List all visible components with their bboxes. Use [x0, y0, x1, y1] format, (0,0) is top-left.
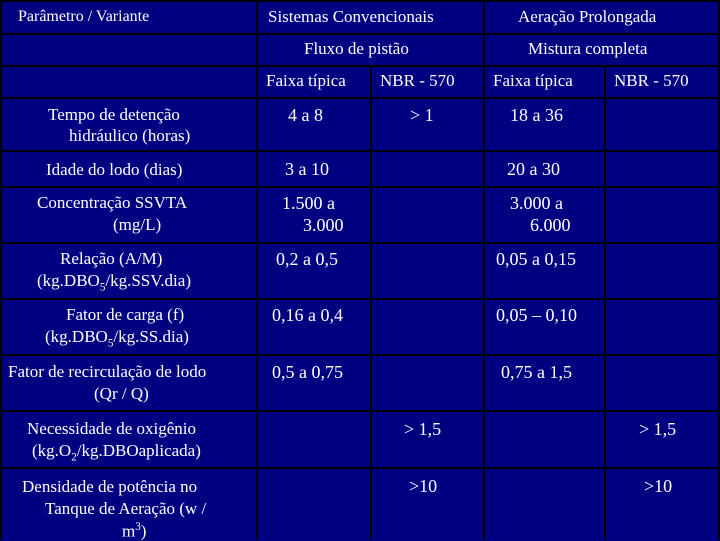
- row-param-label: (Qr / Q): [94, 384, 149, 403]
- row-param-label: Concentração SSVTA: [37, 193, 188, 212]
- header-faixa-tipica: Faixa típica: [493, 71, 573, 90]
- cell-value: 3.000 a: [510, 193, 563, 213]
- header-nbr-570: NBR - 570: [614, 71, 689, 90]
- row-param-label: $(kg.O_2/kg.DBOaplicada)$: [32, 441, 201, 464]
- cell-value: > 1,5: [404, 419, 442, 439]
- row-param-label: $(kg.DBO_5/kg.SSV.dia)$: [37, 271, 191, 294]
- cell-value: > 1: [410, 105, 434, 125]
- grid-line: [0, 33, 720, 35]
- grid-line: [0, 150, 720, 152]
- grid-line: [604, 65, 606, 540]
- row-param-label: Tanque de Aeração (w /: [45, 499, 207, 518]
- cell-value: >10: [644, 476, 673, 496]
- grid-line: [0, 186, 720, 188]
- grid-line: [0, 65, 720, 67]
- header-mistura-completa: Mistura completa: [528, 39, 648, 58]
- row-param-label: Necessidade de oxigênio: [27, 419, 196, 438]
- header-param-variant: Parâmetro / Variante: [18, 8, 150, 25]
- header-nbr-570: NBR - 570: [380, 71, 455, 90]
- cell-value: 4 a 8: [288, 105, 323, 125]
- grid-line: [483, 0, 485, 540]
- grid-line: [0, 354, 720, 356]
- grid-line: [0, 97, 720, 99]
- grid-line: [0, 298, 720, 300]
- cell-value: >10: [409, 476, 438, 496]
- row-param-label: Fator de carga (f): [66, 305, 185, 324]
- row-param-label: $(kg.DBO_5/kg.SS.dia)$: [45, 327, 189, 350]
- cell-value: 3 a 10: [285, 159, 329, 179]
- grid-line: [0, 467, 720, 469]
- cell-value: > 1,5: [639, 419, 677, 439]
- row-param-label: (mg/L): [113, 215, 162, 234]
- cell-value: 0,16 a 0,4: [272, 305, 343, 325]
- grid-line: [256, 0, 258, 540]
- grid-line: [0, 0, 2, 540]
- cell-value: 3.000: [303, 215, 344, 235]
- row-param-label: Relação (A/M): [60, 249, 163, 268]
- row-param-label: Fator de recirculação de lodo: [8, 362, 207, 381]
- row-param-label: Tempo de detenção: [48, 105, 180, 124]
- grid-line: [0, 410, 720, 412]
- grid-line: [0, 242, 720, 244]
- cell-value: 0,2 a 0,5: [276, 249, 338, 269]
- cell-value: 18 a 36: [510, 105, 563, 125]
- grid-line: [0, 0, 720, 2]
- row-param-label: $m^3$): [122, 521, 147, 541]
- cell-value: 0,75 a 1,5: [501, 362, 572, 382]
- row-param-label: hidráulico (horas): [69, 126, 191, 145]
- cell-value: 20 a 30: [507, 159, 560, 179]
- header-aeracao-prolongada: Aeração Prolongada: [518, 7, 657, 26]
- grid-line: [370, 65, 372, 540]
- cell-value: 0,05 – 0,10: [496, 305, 577, 325]
- header-faixa-tipica: Faixa típica: [266, 71, 346, 90]
- header-sistemas-convencionais: Sistemas Convencionais: [268, 7, 434, 26]
- cell-value: 1.500 a: [282, 193, 335, 213]
- cell-value: 0,5 a 0,75: [272, 362, 343, 382]
- header-fluxo-pistao: Fluxo de pistão: [304, 39, 409, 58]
- cell-value: 0,05 a 0,15: [496, 249, 576, 269]
- row-param-label: Densidade de potência no: [22, 477, 198, 496]
- cell-value: 6.000: [530, 215, 571, 235]
- row-param-label: Idade do lodo (dias): [46, 160, 183, 179]
